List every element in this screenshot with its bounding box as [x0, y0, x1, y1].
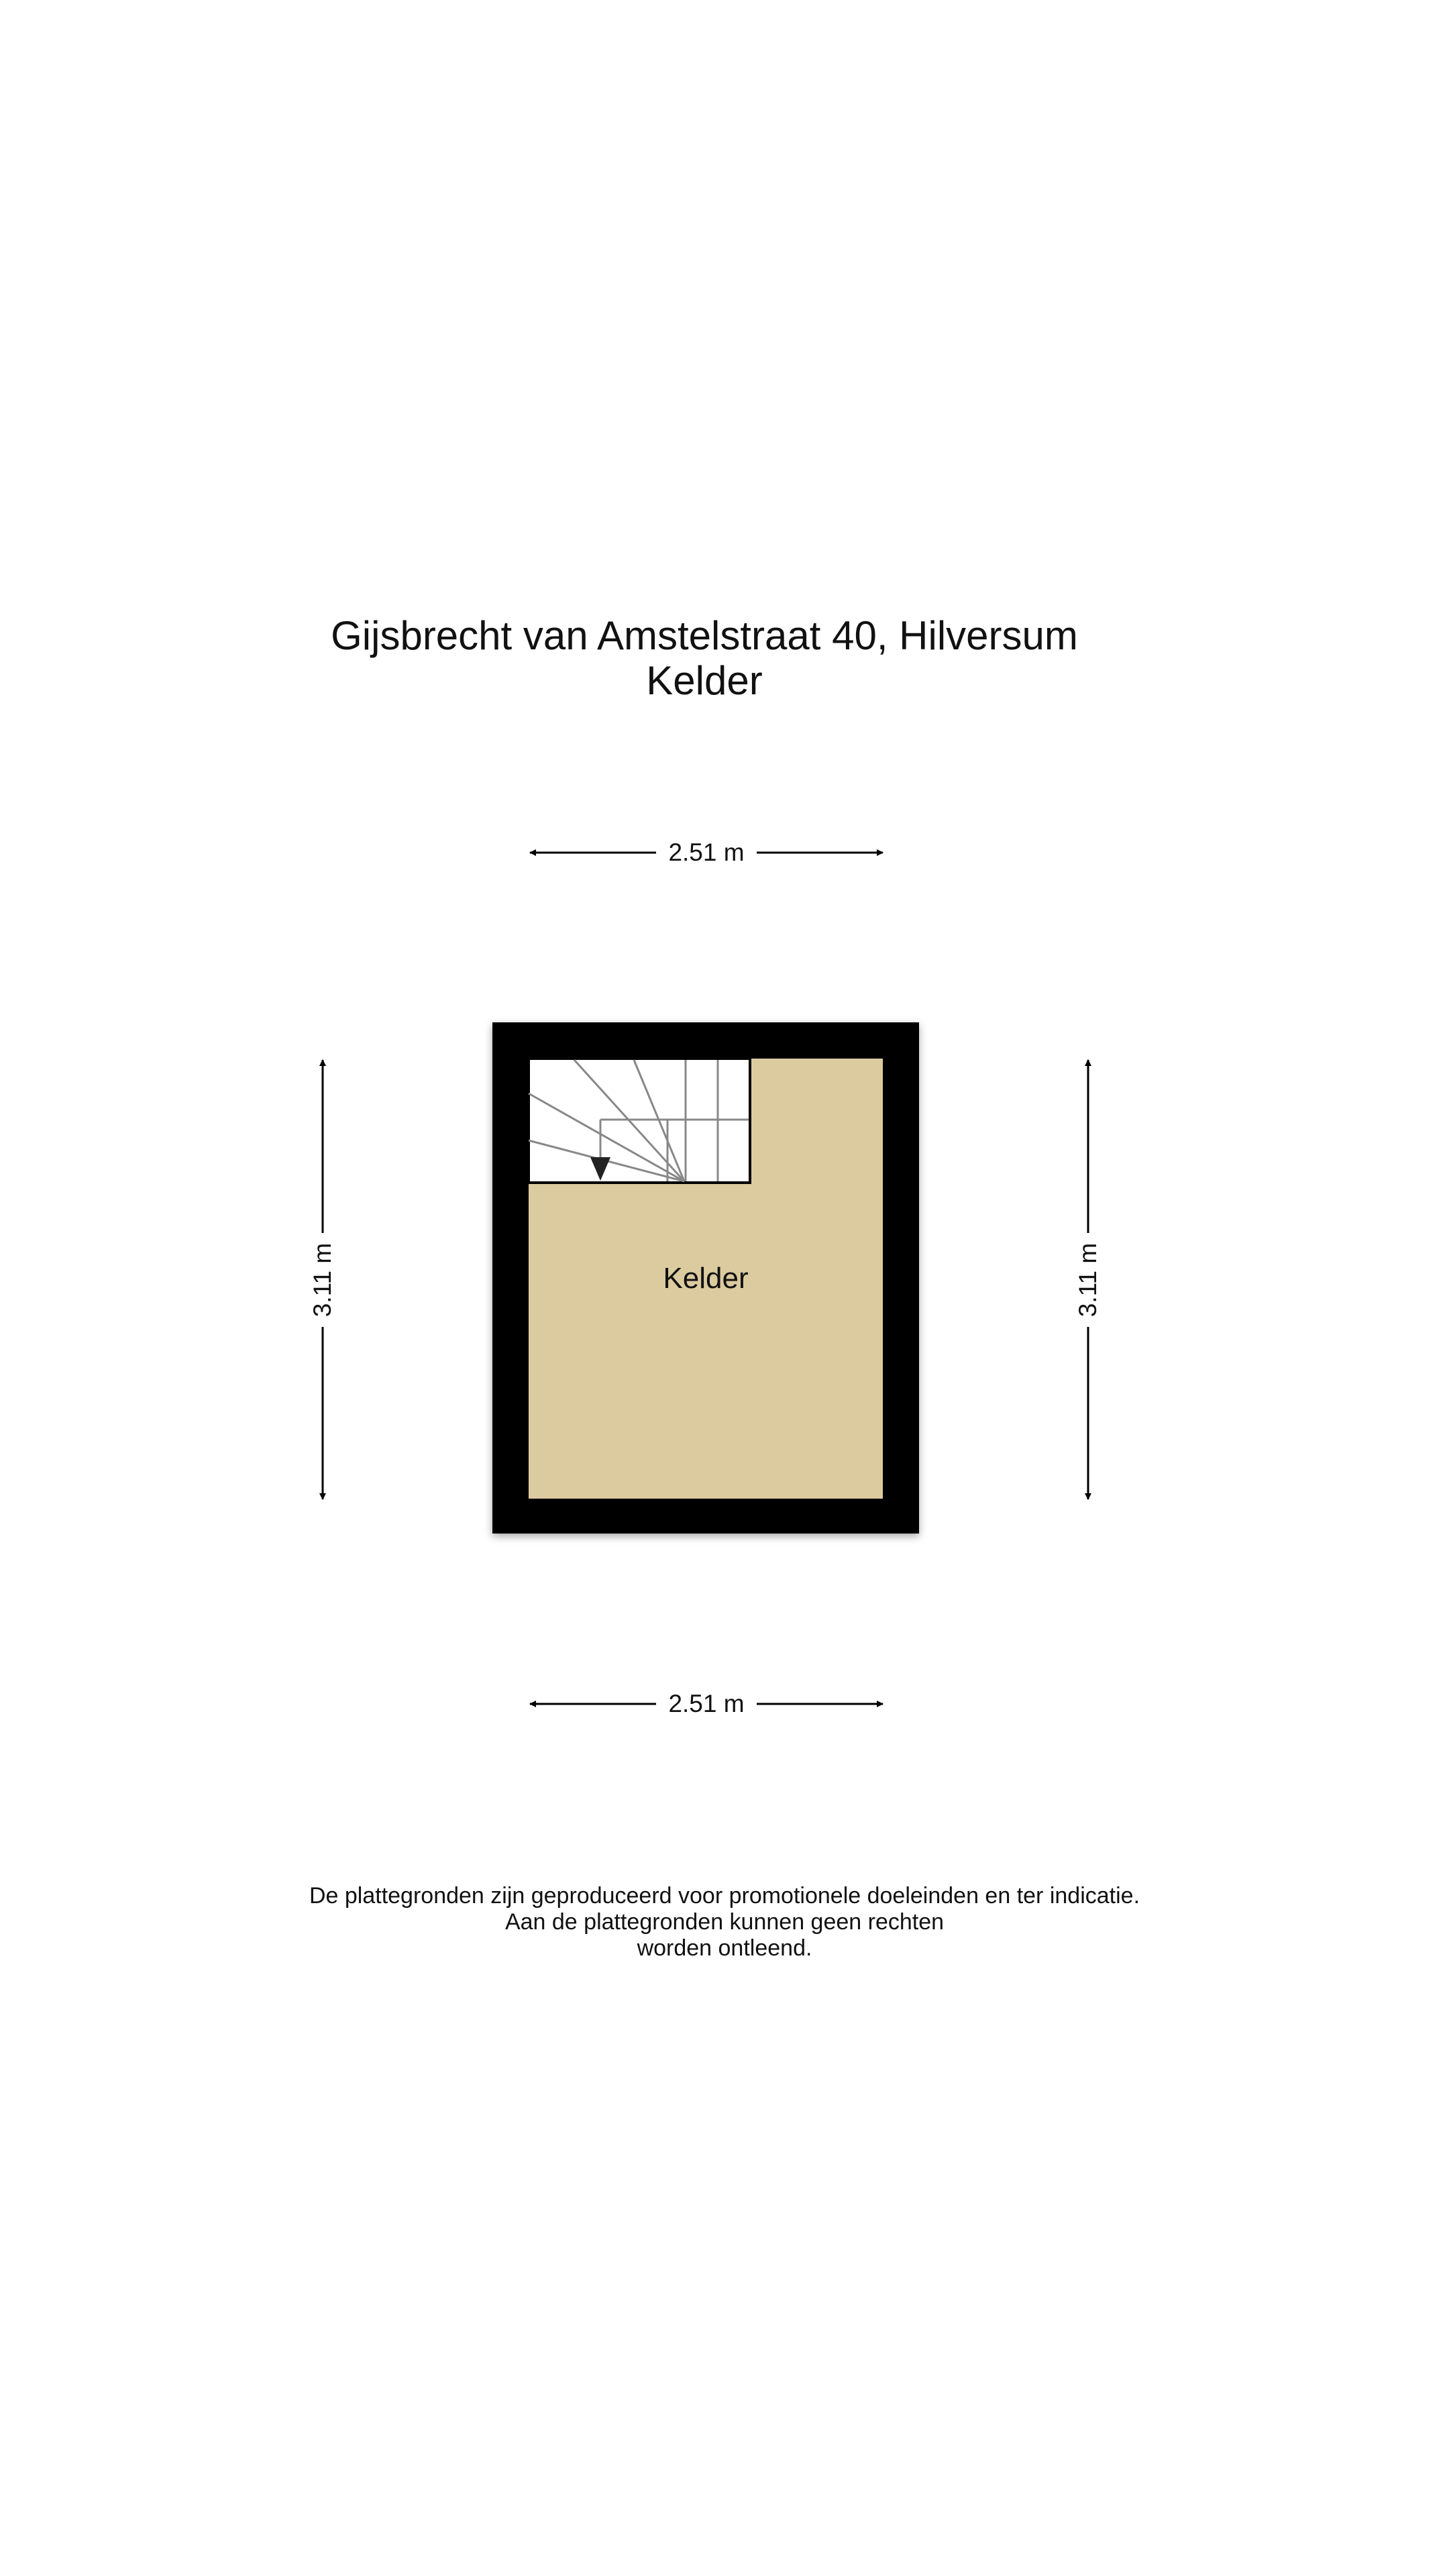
disclaimer-line-3: worden ontleend.: [637, 1935, 812, 1961]
room-label-kelder: Kelder: [663, 1262, 749, 1295]
staircase: [529, 1059, 750, 1183]
dimension-right-label: 3.11 m: [1073, 1233, 1103, 1327]
disclaimer-line-2: Aan de plattegronden kunnen geen rechten: [504, 1909, 945, 1935]
dimension-left-label: 3.11 m: [308, 1233, 337, 1327]
disclaimer-line-1: De plattegronden zijn geproduceerd voor promotionele doeleinden en ter indicatie.: [309, 1883, 1140, 1909]
dimension-bottom-label: 2.51 m: [656, 1689, 757, 1719]
plan-title-floor: Kelder: [646, 658, 763, 703]
plan-title-address: Gijsbrecht van Amstelstraat 40, Hilversum: [331, 613, 1078, 658]
dimension-top-label: 2.51 m: [656, 838, 757, 867]
